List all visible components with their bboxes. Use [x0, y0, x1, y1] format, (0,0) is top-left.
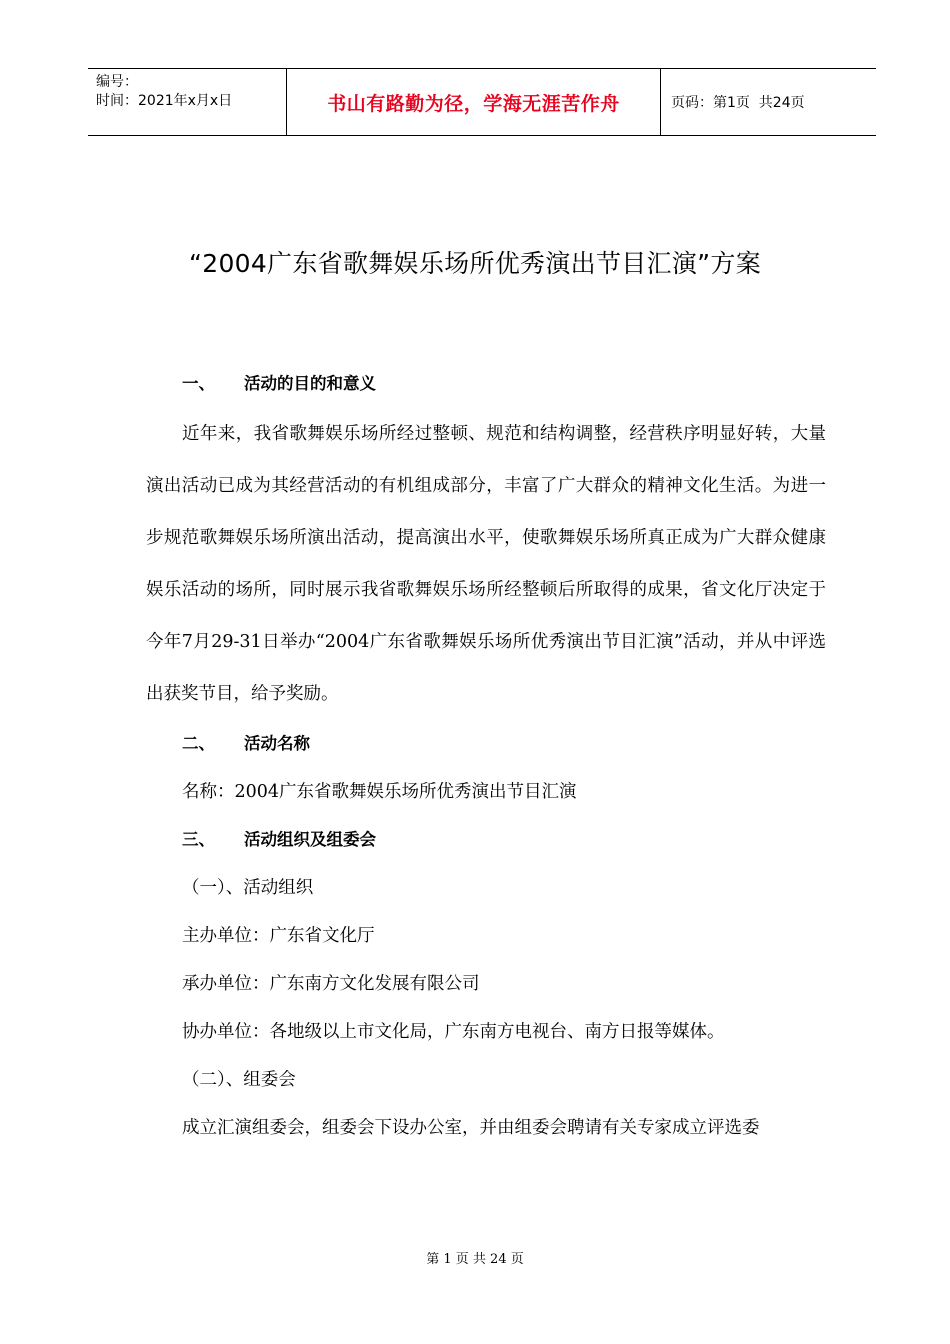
committee-paragraph: 成立汇演组委会，组委会下设办公室，并由组委会聘请有关专家成立评选委: [182, 1118, 760, 1138]
event-name: 名称：2004广东省歌舞娱乐场所优秀演出节目汇演: [182, 782, 577, 802]
subsection-heading-1: （一）、活动组织: [182, 878, 314, 898]
section-number: 三、: [182, 830, 215, 849]
section-1-paragraph: 近年来，我省歌舞娱乐场所经过整顿、规范和结构调整，经营秩序明显好转，大量演出活动已成为其经营活动的有机组成部分，丰富了广大群众的精神文化生活。为进一步规范歌舞娱乐场所演出活动，提高演出水平，使歌舞娱乐场所真正成为广大群众健康娱乐活动的场所，同时展示我省歌舞娱乐场所经整顿后所取得的成果，省文化厅决定于今年7月29-31日举办“2004广东省歌舞娱乐场所优秀演出节目汇演”活动，并从中评选出获奖节目，给予奖励。: [146, 424, 826, 704]
page-footer: 第 1 页 共 24 页: [426, 1252, 524, 1267]
header-motto: 书山有路勤为径，学海无涯苦作舟: [287, 69, 661, 135]
section-heading-2: [146, 720, 826, 768]
section-number: 二、: [182, 734, 215, 753]
section-title: 活动名称: [244, 734, 310, 753]
page-label: 页码：第1页 共24页: [671, 95, 805, 111]
header-meta: [88, 69, 287, 135]
organizer-unit: 承办单位：广东南方文化发展有限公司: [182, 974, 480, 994]
document-body: [146, 360, 826, 1152]
subsection-heading-2: （二）、组委会: [182, 1070, 296, 1090]
header-page-info: [661, 69, 876, 135]
section-heading-1: [146, 360, 826, 408]
section-title: 活动的目的和意义: [244, 374, 376, 393]
document-title: “2004广东省歌舞娱乐场所优秀演出节目汇演”方案: [188, 249, 762, 278]
serial-label: 编号：: [96, 74, 138, 90]
section-title: 活动组织及组委会: [244, 830, 376, 849]
section-heading-3: [146, 816, 826, 864]
section-number: 一、: [182, 374, 215, 393]
host-unit: 主办单位：广东省文化厅: [182, 926, 375, 946]
co-organizer-unit: 协办单位：各地级以上市文化局，广东南方电视台、南方日报等媒体。: [182, 1022, 725, 1042]
page-header: [88, 68, 876, 136]
date-label: 时间：2021年x月x日: [96, 93, 233, 109]
